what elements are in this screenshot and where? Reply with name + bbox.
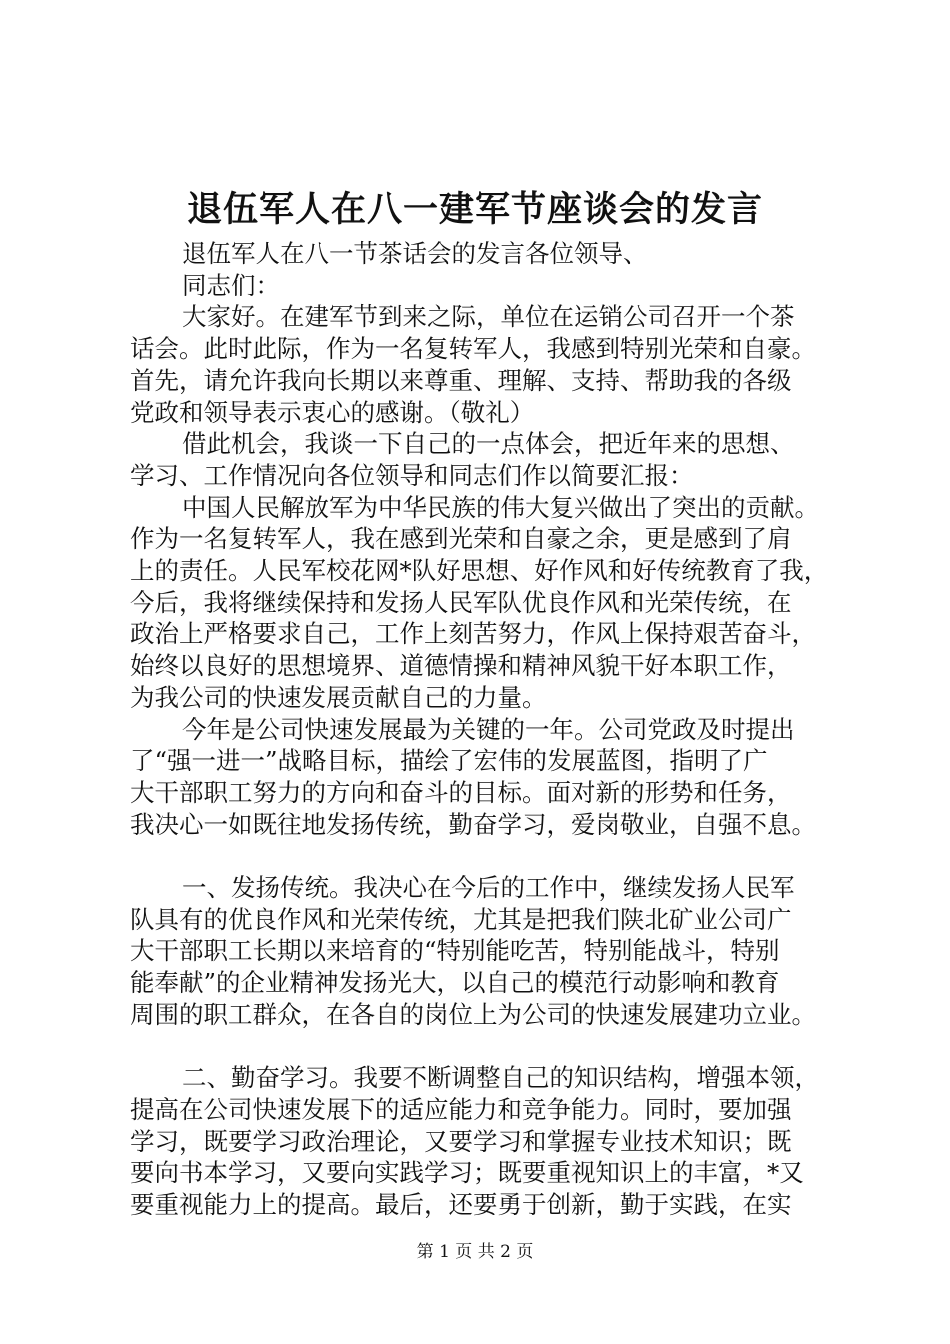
paragraph-line: 我决心一如既往地发扬传统，勤奋学习，爱岗敬业，自强不息。	[130, 809, 816, 839]
paragraph-line: 二、勤奋学习。我要不断调整自己的知识结构，增强本领，	[182, 1063, 819, 1093]
paragraph-line: 为我公司的快速发展贡献自己的力量。	[130, 682, 547, 712]
paragraph-gap	[130, 840, 830, 872]
document-body	[130, 238, 830, 1221]
paragraph-line: 大家好。在建军节到来之际，单位在运销公司召开一个茶	[182, 302, 795, 332]
paragraph-line: 要向书本学习，又要向实践学习；既要重视知识上的丰富，*又	[130, 1158, 804, 1188]
paragraph-line: 提高在公司快速发展下的适应能力和竞争能力。同时，要加强	[130, 1094, 792, 1124]
paragraph-line: 中国人民解放军为中华民族的伟大复兴做出了突出的贡献。	[182, 492, 819, 522]
paragraph-line: 今年是公司快速发展最为关键的一年。公司党政及时提出	[182, 714, 795, 744]
paragraph-line: 学习、工作情况向各位领导和同志们作以简要汇报：	[130, 460, 694, 490]
paragraph-line: 退伍军人在八一节茶话会的发言各位领导、	[182, 239, 648, 268]
paragraph-line: 政治上严格要求自己，工作上刻苦努力，作风上保持艰苦奋斗，	[130, 619, 816, 649]
paragraph-line: 学习，既要学习政治理论，又要学习和掌握专业技术知识；既	[130, 1126, 792, 1156]
paragraph-line: 队具有的优良作风和光荣传统，尤其是把我们陕北矿业公司广	[130, 904, 792, 934]
paragraph	[130, 492, 830, 714]
paragraph-line: 了“强一进一”战略目标，描绘了宏伟的发展蓝图，指明了广	[130, 746, 768, 776]
paragraph-line: 大干部职工长期以来培育的“特别能吃苦，特别能战斗，特别	[130, 936, 780, 966]
paragraph	[130, 714, 830, 841]
paragraph	[130, 238, 830, 270]
document-title: 退伍军人在八一建军节座谈会的发言	[186, 189, 763, 230]
paragraph-line: 同志们：	[182, 270, 280, 300]
paragraph-line: 一、发扬传统。我决心在今后的工作中，继续发扬人民军	[182, 873, 795, 903]
paragraph-line: 上的责任。人民军校花网*队好思想、好作风和好传统教育了我，	[130, 556, 829, 586]
paragraph-line: 借此机会，我谈一下自己的一点体会，把近年来的思想、	[182, 429, 795, 459]
paragraph-line: 党政和领导表示衷心的感谢。（敬礼）	[130, 397, 535, 427]
paragraph-gap	[130, 1031, 830, 1063]
paragraph	[130, 1062, 830, 1221]
paragraph	[130, 301, 830, 428]
paragraph-line: 周围的职工群众，在各自的岗位上为公司的快速发展建功立业。	[130, 999, 816, 1029]
paragraph	[130, 270, 830, 302]
paragraph-line: 作为一名复转军人，我在感到光荣和自豪之余，更是感到了肩	[130, 524, 792, 554]
page-footer: 第 1 页 共 2 页	[416, 1242, 534, 1262]
paragraph-line: 始终以良好的思想境界、道德情操和精神风貌干好本职工作，	[130, 651, 792, 681]
paragraph	[130, 872, 830, 1031]
paragraph-line: 能奉献”的企业精神发扬光大，以自己的模范行动影响和教育	[130, 968, 780, 998]
paragraph-line: 要重视能力上的提高。最后，还要勇于创新，勤于实践，在实	[130, 1190, 792, 1220]
paragraph-line: 话会。此时此际，作为一名复转军人，我感到特别光荣和自豪。	[130, 334, 816, 364]
paragraph-line: 首先，请允许我向长期以来尊重、理解、支持、帮助我的各级	[130, 365, 792, 395]
paragraph-line: 今后，我将继续保持和发扬人民军队优良作风和光荣传统，在	[130, 587, 792, 617]
paragraph	[130, 428, 830, 491]
paragraph-line: 大干部职工努力的方向和奋斗的目标。面对新的形势和任务，	[130, 777, 792, 807]
